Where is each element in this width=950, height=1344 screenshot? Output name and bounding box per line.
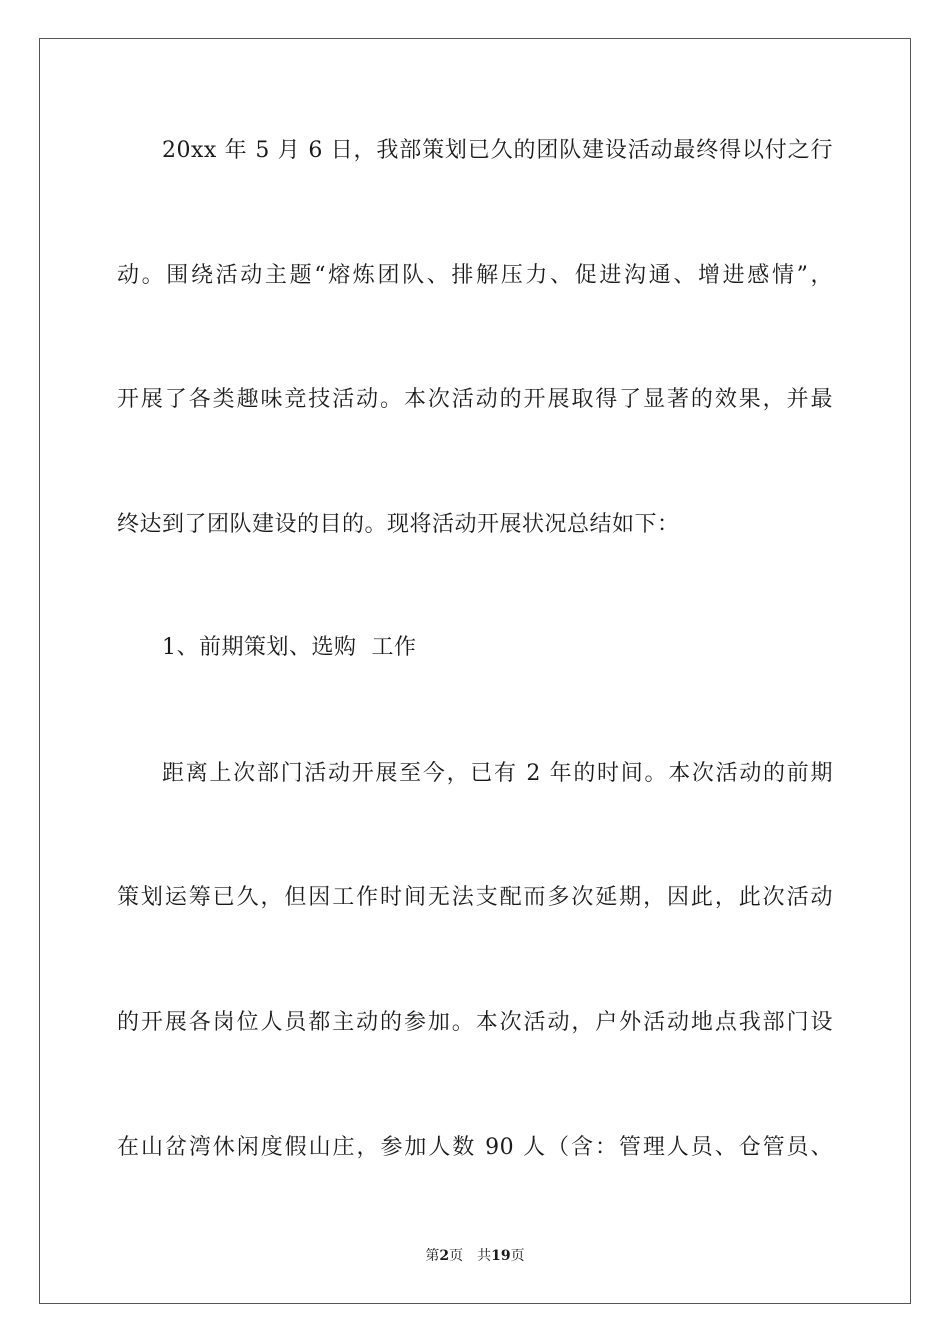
paragraph-line-4: 终达到了团队建设的目的。现将活动开展状况总结如下： bbox=[117, 512, 680, 537]
paragraph-line-3: 开展了各类趣味竞技活动。本次活动的开展取得了显著的效果，并最 bbox=[117, 387, 833, 412]
page-suffix: 页 bbox=[449, 1248, 464, 1264]
paragraph-line-2: 动。围绕活动主题“熔炼团队、排解压力、促进沟通、增进感情”， bbox=[117, 263, 833, 288]
page-border bbox=[39, 38, 911, 1304]
paragraph-line-6: 策划运筹已久，但因工作时间无法支配而多次延期，因此，此次活动 bbox=[117, 885, 833, 910]
page-prefix: 第 bbox=[425, 1248, 440, 1264]
paragraph-line-1: 20xx 年 5 月 6 日，我部策划已久的团队建设活动最终得以付之行 bbox=[162, 138, 833, 163]
paragraph-line-8: 在山岔湾休闲度假山庄，参加人数 90 人（含：管理人员、仓管员、 bbox=[117, 1135, 833, 1160]
page-number: 2 bbox=[439, 1248, 450, 1264]
total-prefix: 共 bbox=[477, 1248, 492, 1264]
paragraph-line-7: 的开展各岗位人员都主动的参加。本次活动，户外活动地点我部门设 bbox=[117, 1010, 833, 1035]
section-heading: 1、前期策划、选购 工作 bbox=[162, 635, 417, 660]
paragraph-line-5: 距离上次部门活动开展至今，已有 2 年的时间。本次活动的前期 bbox=[162, 761, 833, 786]
total-suffix: 页 bbox=[510, 1248, 525, 1264]
page-footer bbox=[0, 1247, 950, 1265]
total-pages: 19 bbox=[491, 1248, 511, 1264]
